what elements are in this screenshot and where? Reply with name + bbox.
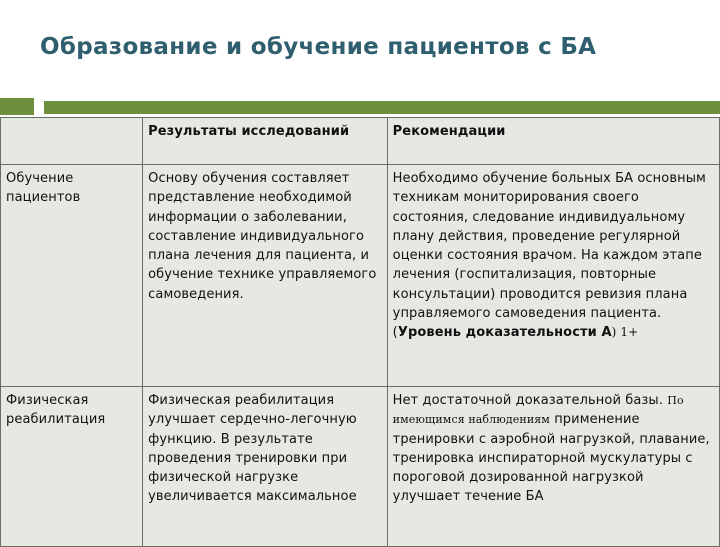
table-row bbox=[1, 387, 720, 547]
table-row bbox=[1, 165, 720, 387]
header-cell-empty bbox=[1, 118, 143, 165]
row-results: Физическая реабилитация улучшает сердечно-легочную функцию. В результате проведения тренировки при физической нагрузке увеличивается максимальное bbox=[143, 387, 388, 547]
recommendation-serif: По имеющимся наблюдениям bbox=[392, 394, 684, 427]
row-results: Основу обучения составляет представление необходимой информации о заболевании, составление индивидуального плана лечения для пациента, и обучение технике управляемого самоведения. bbox=[143, 165, 388, 387]
row-topic: Физическая реабилитация bbox=[1, 387, 143, 547]
recommendation-end: применение тренировки с аэробной нагрузкой, плавание, тренировка инспираторной мускулатуры с пороговой дозированной нагрузкой улучшает течение БА bbox=[392, 412, 710, 505]
recommendations-table bbox=[0, 117, 720, 547]
page-title: Образование и обучение пациентов с БА bbox=[40, 34, 597, 60]
row-recommendation bbox=[387, 387, 719, 547]
row-topic: Обучение пациентов bbox=[1, 165, 143, 387]
decorative-bar-left bbox=[0, 98, 34, 115]
row-recommendation bbox=[387, 165, 719, 387]
evidence-open: ( bbox=[392, 325, 398, 341]
header-cell-results: Результаты исследований bbox=[143, 118, 388, 165]
recommendation-start: Нет достаточной доказательной базы. bbox=[392, 393, 664, 408]
decorative-bar-right bbox=[44, 101, 720, 114]
table-header-row bbox=[1, 118, 720, 165]
evidence-level: Уровень доказательности А bbox=[397, 325, 612, 341]
recommendation-text: Необходимо обучение больных БА основным техникам мониторирования своего состояния, следование индивидуальному плану действия, проведение регулярной оценки состояния врачом. На каждом этапе лечения (госпитализация, повторные консультации) проводится ревизия плана управляемого самоведения пациента. bbox=[392, 171, 706, 322]
evidence-tail: ) 1+ bbox=[611, 325, 639, 340]
header-cell-recommendations: Рекомендации bbox=[387, 118, 719, 165]
